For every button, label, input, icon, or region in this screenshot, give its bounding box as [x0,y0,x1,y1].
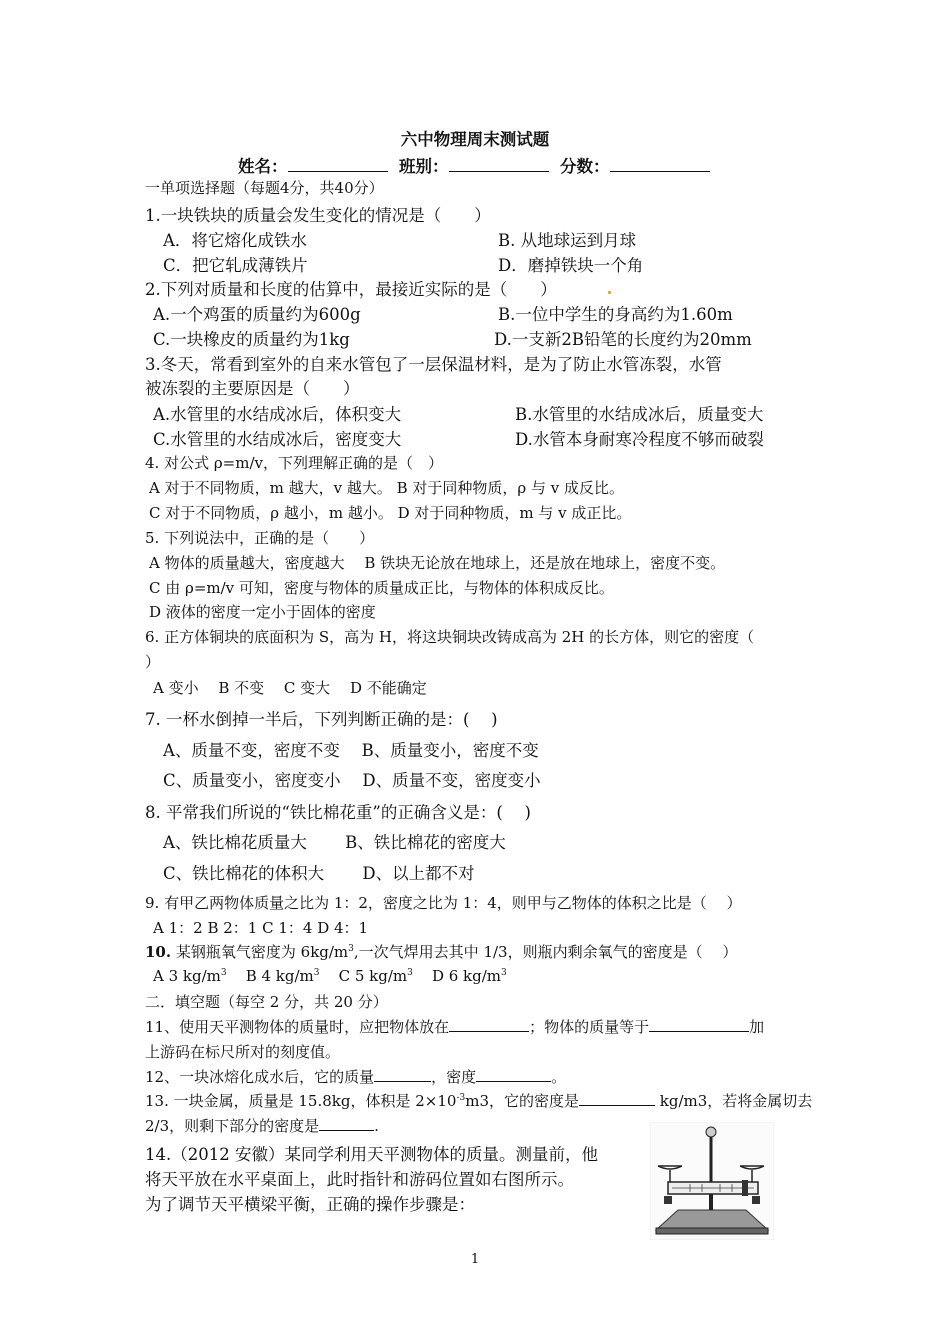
q12-blank-2[interactable] [476,1067,551,1082]
q4-stem: 4. 对公式 ρ=m/v，下列理解正确的是（ ） [145,454,443,472]
name-label: 姓名： [238,157,288,176]
q1-option-b: B. 从地球运到月球 [498,231,637,250]
class-label: 班别： [399,157,449,176]
q10-option-a-sup: 3 [220,968,227,978]
q13-text-a: 13. 一块金属，质量是 15.8kg，体积是 2×10 [145,1092,457,1110]
q2-stem: 2.下列对质量和长度的估算中，最接近实际的是（ ） [145,280,557,299]
q13-text-b: m3，它的密度是 [465,1092,580,1110]
q5-stem: 5. 下列说法中，正确的是（ ） [145,529,375,547]
q10-option-b-sup: 3 [313,968,320,978]
q11-text-a: 11、使用天平测物体的质量时，应把物体放在 [145,1018,450,1036]
q13-blank-2[interactable] [319,1116,374,1131]
page-number: 1 [470,1252,480,1267]
q8-options-ab: A、铁比棉花质量大 B、铁比棉花的密度大 [163,833,506,852]
q1-stem: 1.一块铁块的质量会发生变化的情况是（ ） [145,206,491,225]
q13-text-e: . [374,1117,379,1135]
q13-blank-1[interactable] [579,1091,655,1106]
q10-stem [145,941,737,962]
q12-text-b: ，密度 [431,1068,477,1086]
q11-blank-1[interactable] [449,1017,529,1032]
q10-stem-sup: 3 [348,944,354,954]
q5-options-ab: A 物体的质量越大，密度越大 B 铁块无论放在地球上，还是放在地球上，密度不变。 [149,554,726,572]
q3-option-a: A.水管里的水结成冰后，体积变大 [153,405,402,424]
q10-options [153,967,507,985]
q13-sup: -3 [456,1093,466,1103]
q14-line3: 为了调节天平横梁平衡，正确的操作步骤是： [145,1195,475,1214]
score-blank[interactable] [610,157,710,172]
q12-line [145,1066,566,1087]
section1-heading: 一单项选择题（每题4分，共40分） [145,179,384,197]
q4-options-cd: C 对于不同物质，ρ 越小，m 越小。 D 对于同种物质，m 与 v 成正比。 [149,504,632,522]
q3-option-d: D.水管本身耐寒冷程度不够而破裂 [515,430,764,449]
q2-option-b: B.一位中学生的身高约为1.60m [498,305,733,324]
page-title: 六中物理周末测试题 [400,130,550,149]
q3-option-b: B.水管里的水结成冰后，质量变大 [515,405,764,424]
q6-stem-line2: ） [145,653,161,671]
q13-text-c: kg/m3，若将金属切去 [655,1092,813,1110]
q8-stem: 8. 平常我们所说的“铁比棉花重”的正确含义是：( ) [145,803,531,822]
q7-options-ab: A、质量不变，密度不变 B、质量变小，密度不变 [163,741,539,760]
q4-options-ab: A 对于不同物质，m 越大，v 越大。 B 对于同种物质，ρ 与 v 成反比。 [149,479,624,497]
q10-option-a: A 3 kg/m [153,967,221,985]
q10-number: 10. [145,943,172,961]
q10-option-d: D 6 kg/m [431,967,502,985]
q11-line2: 上游码在标尺所对的刻度值。 [145,1043,341,1061]
q5-option-d: D 液体的密度一定小于固体的密度 [149,603,376,621]
q11-text-b: ；物体的质量等于 [529,1018,650,1036]
q2-option-c: C.一块橡皮的质量约为1kg [153,330,350,349]
q13-line2 [145,1115,379,1136]
q14-line1: 14.（2012 安徽）某同学利用天平测物体的质量。测量前，他 [145,1145,598,1164]
q11-text-c: 加 [749,1018,765,1036]
q3-option-c: C.水管里的水结成冰后，密度变大 [153,430,402,449]
q3-stem-line1: 3.冬天，常看到室外的自来水管包了一层保温材料，是为了防止水管冻裂，水管 [145,355,722,374]
q8-options-cd: C、铁比棉花的体积大 D、以上都不对 [163,864,475,883]
q10-option-c-sup: 3 [407,968,413,978]
score-label: 分数： [560,157,610,176]
q12-text-c: 。 [551,1068,567,1086]
header-fields [238,153,710,177]
q9-options: A 1：2 B 2：1 C 1：4 D 4：1 [153,919,369,937]
q13-line1 [145,1090,812,1111]
q1-option-a: A．将它熔化成铁水 [163,231,307,250]
q10-option-b: B 4 kg/m [245,967,314,985]
class-blank[interactable] [449,157,549,172]
q3-stem-line2: 被冻裂的主要原因是（ ） [145,379,360,398]
q11-line1 [145,1016,764,1037]
q7-options-cd: C、质量变小，密度变小 D、质量不变，密度变小 [163,771,541,790]
q1-option-c: C．把它轧成薄铁片 [163,256,308,275]
q10-stem-a: 某钢瓶氧气密度为 6kg/m [171,943,349,961]
q10-option-c: C 5 kg/m [338,967,408,985]
q2-option-a: A.一个鸡蛋的质量约为600g [153,305,361,324]
stray-dot [608,291,611,294]
q6-stem-line1: 6. 正方体铜块的底面积为 S，高为 H，将这块铜块改铸成高为 2H 的长方体，则它的密度（ [145,628,755,646]
q11-blank-2[interactable] [649,1017,749,1032]
section2-heading: 二．填空题（每空 2 分，共 20 分） [145,993,388,1011]
q13-text-d: 2/3，则剩下部分的密度是 [145,1117,320,1135]
q5-option-c: C 由 ρ=m/v 可知，密度与物体的质量成正比，与物体的体积成反比。 [149,579,614,597]
q2-option-d: D.一支新2B铅笔的长度约为20mm [494,330,752,349]
q9-stem: 9. 有甲乙两物体质量之比为 1：2，密度之比为 1：4，则甲与乙物体的体积之比是（ ） [145,894,742,912]
name-blank[interactable] [288,157,388,172]
balance-scale-figure [650,1122,774,1240]
q6-options: A 变小 B 不变 C 变大 D 不能确定 [153,679,427,697]
q12-blank-1[interactable] [374,1067,431,1082]
q1-option-d: D．磨掉铁块一个角 [498,256,644,275]
q10-stem-b: ,一次气焊用去其中 1/3，则瓶内剩余氧气的密度是（ ） [353,943,738,961]
q10-option-d-sup: 3 [501,968,507,978]
q14-line2: 将天平放在水平桌面上，此时指针和游码位置如右图所示。 [145,1170,574,1189]
q7-stem: 7. 一杯水倒掉一半后，下列判断正确的是：( ) [145,710,498,729]
q12-text-a: 12、一块冰熔化成水后，它的质量 [145,1068,375,1086]
